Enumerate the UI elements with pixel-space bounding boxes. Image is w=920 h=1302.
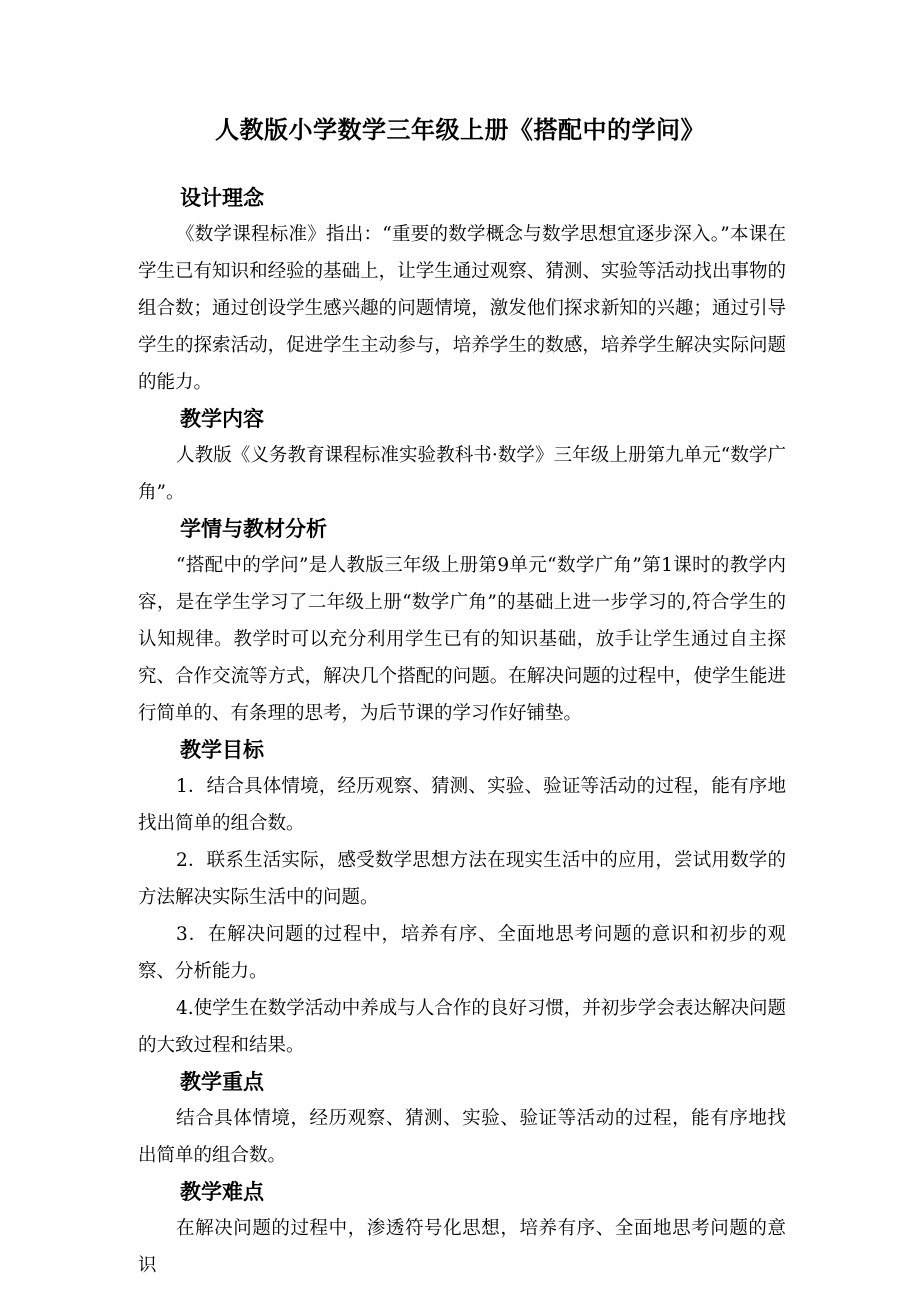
section-heading: 教学重点 — [180, 1070, 264, 1094]
section-design-concept — [138, 180, 786, 401]
section-heading: 教学目标 — [180, 738, 264, 762]
document-body — [138, 180, 786, 1284]
paragraph: 在解决问题的过程中，渗透符号化思想，培养有序、全面地思考问题的意识 — [138, 1218, 786, 1276]
section-difficulties — [138, 1174, 786, 1284]
goal-item-4: 4.使学生在数学活动中养成与人合作的良好习惯，并初步学会表达解决问题的大致过程和结果。 — [138, 998, 786, 1056]
paragraph: “搭配中的学问”是人教版三年级上册第9单元“数学广角”第1课时的教学内容，是在学生学习了二年级上册“数学广角”的基础上进一步学习的,符合学生的认知规律。教学时可以充分利用学生已有的知识基础，放手让学生通过自主探究、合作交流等方式，解决几个搭配的问题。在解决问题的过程中，使学生能进行简单的、有条理的思考，为后节课的学习作好铺垫。 — [138, 555, 786, 724]
section-heading: 设计理念 — [180, 186, 264, 210]
section-heading: 学情与教材分析 — [180, 517, 327, 541]
section-heading: 教学难点 — [180, 1180, 264, 1204]
goal-item-2: 2．联系生活实际，感受数学思想方法在现实生活中的应用，尝试用数学的方法解决实际生活中的问题。 — [138, 850, 786, 908]
paragraph: 人教版《义务教育课程标准实验教科书·数学》三年级上册第九单元“数学广角”。 — [138, 445, 786, 503]
paragraph: 《数学课程标准》指出：“重要的数学概念与数学思想宜逐步深入。”本课在学生已有知识和经验的基础上，让学生通过观察、猜测、实验等活动找出事物的组合数；通过创设学生感兴趣的问题情境，激发他们探求新知的兴趣；通过引导学生的探索活动，促进学生主动参与，培养学生的数感，培养学生解决实际问题的能力。 — [138, 224, 786, 393]
paragraph: 结合具体情境，经历观察、猜测、实验、验证等活动的过程，能有序地找出简单的组合数。 — [138, 1108, 786, 1166]
section-analysis — [138, 511, 786, 732]
document-title: 人教版小学数学三年级上册《搭配中的学问》 — [215, 116, 705, 144]
section-teaching-goals — [138, 732, 786, 1064]
goal-item-1: 1．结合具体情境，经历观察、猜测、实验、验证等活动的过程，能有序地找出简单的组合数。 — [138, 776, 786, 834]
goal-item-3: 3．在解决问题的过程中，培养有序、全面地思考问题的意识和初步的观察、分析能力。 — [138, 924, 786, 982]
section-heading: 教学内容 — [180, 407, 264, 431]
section-key-points — [138, 1064, 786, 1174]
section-teaching-content — [138, 401, 786, 511]
